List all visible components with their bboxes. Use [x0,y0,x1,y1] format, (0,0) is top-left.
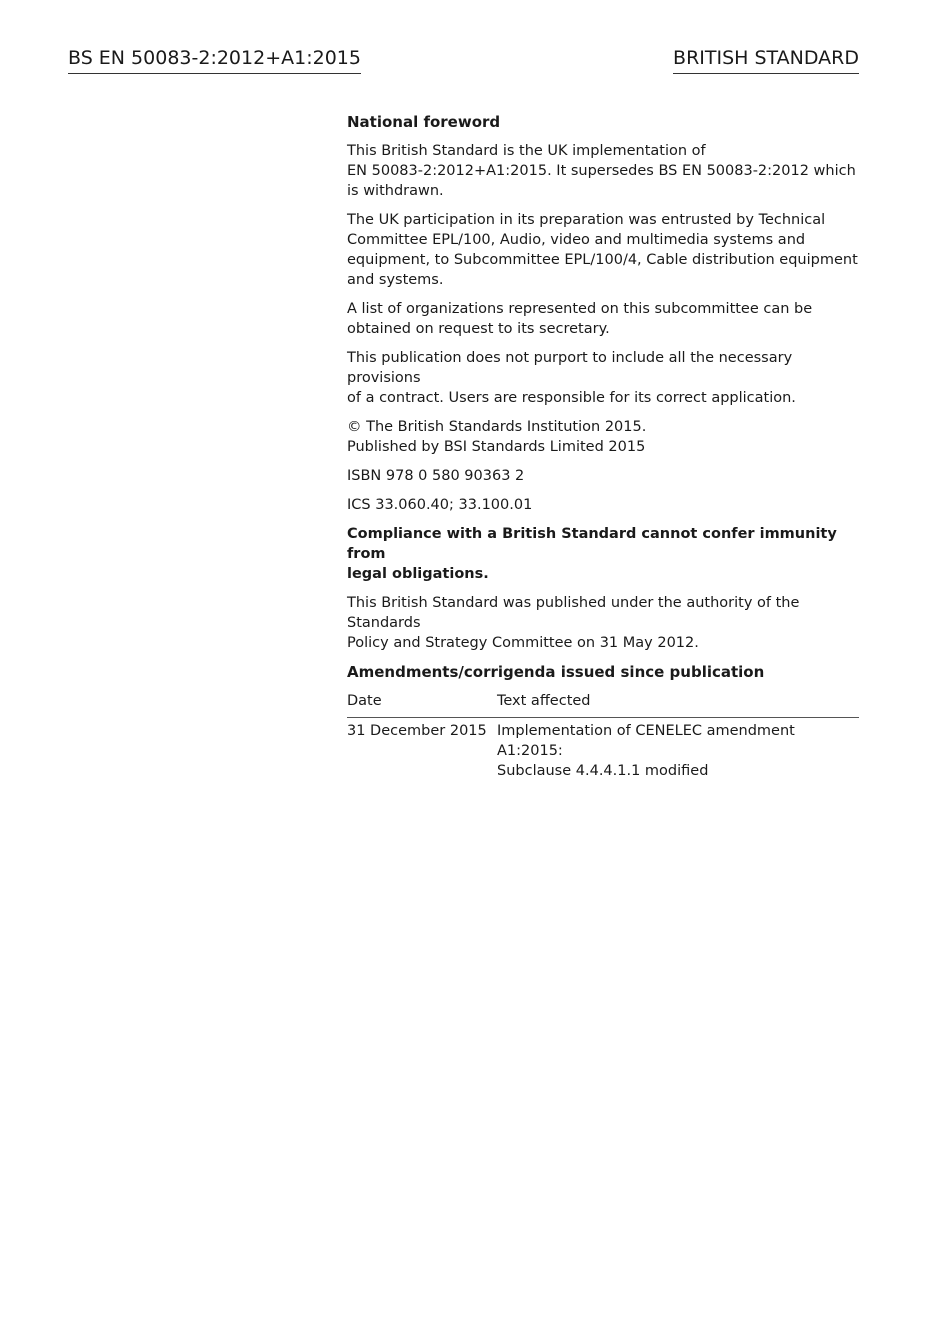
amendment-date: 31 December 2015 [347,723,487,739]
amendments-table [347,691,859,781]
date-column-header: Date [347,691,497,718]
document-id-header: BS EN 50083-2:2012+A1:2015 [68,46,361,74]
participation-paragraph: The UK participation in its preparation was entrusted by Technical Committee EPL/100, Audio, video and multimedia systems and equipment, to Subcommittee EPL/100/4, Cable distribution equipment and systems. [347,212,858,288]
authority-paragraph: This British Standard was published under the authority of the Standards Policy and Strategy Committee on 31 May 2012. [347,595,800,651]
standard-type-header: BRITISH STANDARD [673,46,859,74]
ics-text: ICS 33.060.40; 33.100.01 [347,497,533,513]
disclaimer-paragraph: This publication does not purport to include all the necessary provisions of a contract. Users are responsible for its correct application. [347,350,796,406]
text-affected-column-header: Text affected [497,691,859,718]
compliance-statement: Compliance with a British Standard cannot confer immunity from legal obligations. [347,526,837,582]
isbn-text: ISBN 978 0 580 90363 2 [347,468,525,484]
organizations-paragraph: A list of organizations represented on this subcommittee can be obtained on request to its secretary. [347,301,813,337]
national-foreword-section [347,112,859,781]
foreword-title: National foreword [347,113,501,131]
amendment-text: Implementation of CENELEC amendment A1:2015: Subclause 4.4.4.1.1 modified [497,723,795,779]
amendments-header-row [347,691,859,718]
amendments-title: Amendments/corrigenda issued since publication [347,663,765,681]
copyright-paragraph: © The British Standards Institution 2015. Published by BSI Standards Limited 2015 [347,419,647,455]
implementation-paragraph: This British Standard is the UK implementation of EN 50083-2:2012+A1:2015. It supersedes BS EN 50083-2:2012 which is withdrawn. [347,143,856,199]
table-row [347,718,859,782]
